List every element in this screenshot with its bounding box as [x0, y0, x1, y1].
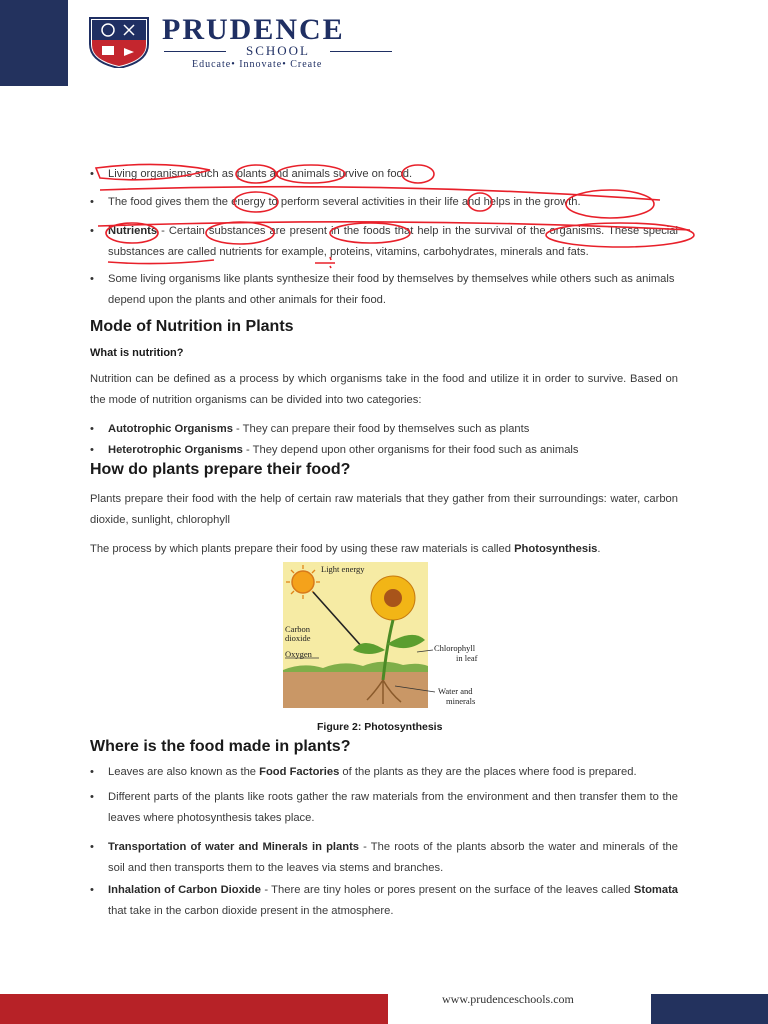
heading-how-plants-prepare-food: How do plants prepare their food?	[90, 461, 351, 478]
footer-red-bar	[0, 994, 388, 1024]
label-oxygen: Oxygen	[285, 649, 312, 659]
label-dioxide: dioxide	[285, 633, 311, 643]
label-light-energy: Light energy	[321, 564, 365, 574]
school-header	[84, 14, 404, 74]
heading-mode-of-nutrition: Mode of Nutrition in Plants	[90, 318, 294, 335]
paragraph-text: .	[597, 543, 601, 555]
bullet-text: Some living organisms like plants synthesize their food by themselves by themselves while others such as animals depend upon the plants and other animals for their food.	[108, 273, 675, 306]
label-in-leaf: in leaf	[456, 653, 478, 663]
label-minerals: minerals	[446, 696, 476, 706]
footer-navy-block	[651, 994, 768, 1024]
transportation-bullet	[108, 837, 678, 879]
bullet-text: that take in the carbon dioxide present in the atmosphere.	[108, 905, 394, 917]
bullet-text: Living organisms such as plants and animals survive on food.	[108, 168, 413, 180]
bullet-text: of the plants as they are the places where food is prepared.	[339, 766, 637, 778]
bullet-text: - There are tiny holes or pores present on the surface of the leaves called	[260, 884, 634, 896]
brand-name: PRUDENCE	[162, 13, 345, 46]
nutrition-paragraph: Nutrition can be defined as a process by which organisms take in the food and utilize it in order to survive. Based on the mode of nutrition organisms can be divided into two categories:	[90, 373, 678, 406]
photosynthesis-paragraph	[90, 539, 678, 560]
autotrophic-bullet	[108, 419, 678, 440]
corner-block-top-left	[0, 0, 68, 86]
bullet-term: Transportation of water and Minerals in plants	[108, 841, 360, 853]
heterotrophic-bullet	[108, 440, 678, 461]
raw-materials-bullet	[108, 787, 678, 829]
figure-caption: Figure 2: Photosynthesis	[317, 721, 443, 733]
bullet-term: Food Factories	[259, 766, 340, 778]
flower-icon	[371, 576, 415, 620]
bullet-text: - They can prepare their food by themselves such as plants	[232, 423, 530, 435]
label-chlorophyll: Chlorophyll	[434, 643, 476, 653]
bullet-term: Inhalation of Carbon Dioxide	[108, 884, 261, 896]
label-water-and: Water and	[438, 686, 473, 696]
bullet-text: - The roots of the plants absorb the water and minerals of the soil and then transports them to the leaves via stems and branches.	[108, 841, 679, 874]
paragraph-text: The process by which plants prepare their food by using these raw materials is called	[90, 543, 515, 555]
photosynthesis-term: Photosynthesis	[514, 543, 598, 555]
intro-bullet-3	[108, 221, 678, 263]
footer-website-link[interactable]: www.prudenceschools.com	[442, 992, 574, 1006]
intro-bullet-4	[108, 269, 678, 311]
school-crest-icon	[84, 16, 154, 68]
intro-bullet-2	[108, 192, 678, 213]
food-factories-bullet	[108, 762, 678, 783]
bullet-term: Autotrophic Organisms	[108, 423, 233, 435]
bullet-text: - They depend upon other organisms for their food such as animals	[242, 444, 579, 456]
photosynthesis-figure	[283, 562, 488, 708]
intro-bullet-1	[108, 164, 678, 185]
bullet-term: Heterotrophic Organisms	[108, 444, 243, 456]
bullet-text: - Certain substances are present in the foods that help in the survival of the organisms. These special substances are called nutrients for example, proteins, vitamins, carbohydrates, minerals and fats.	[108, 225, 678, 258]
bullet-term: Nutrients	[108, 225, 158, 237]
label-carbon: Carbon	[285, 624, 311, 634]
heading-where-food-made: Where is the food made in plants?	[90, 738, 351, 755]
brand-subtitle: SCHOOL	[164, 44, 392, 58]
carbon-dioxide-bullet	[108, 880, 678, 922]
bullet-text: Leaves are also known as the	[108, 766, 260, 778]
stomata-term: Stomata	[633, 884, 679, 896]
subheading-what-is-nutrition: What is nutrition?	[90, 347, 184, 359]
bullet-text: The food gives them the energy to perform several activities in their life and helps in the growth.	[108, 196, 581, 208]
bullet-text: Different parts of the plants like roots gather the raw materials from the environment and then transfer them to the leaves where photosynthesis takes place.	[108, 791, 678, 824]
raw-materials-paragraph: Plants prepare their food with the help of certain raw materials that they gather from their surroundings: water, carbon dioxide, sunlight, chlorophyll	[90, 493, 678, 526]
brand-tagline: Educate• Innovate• Create	[192, 59, 323, 70]
